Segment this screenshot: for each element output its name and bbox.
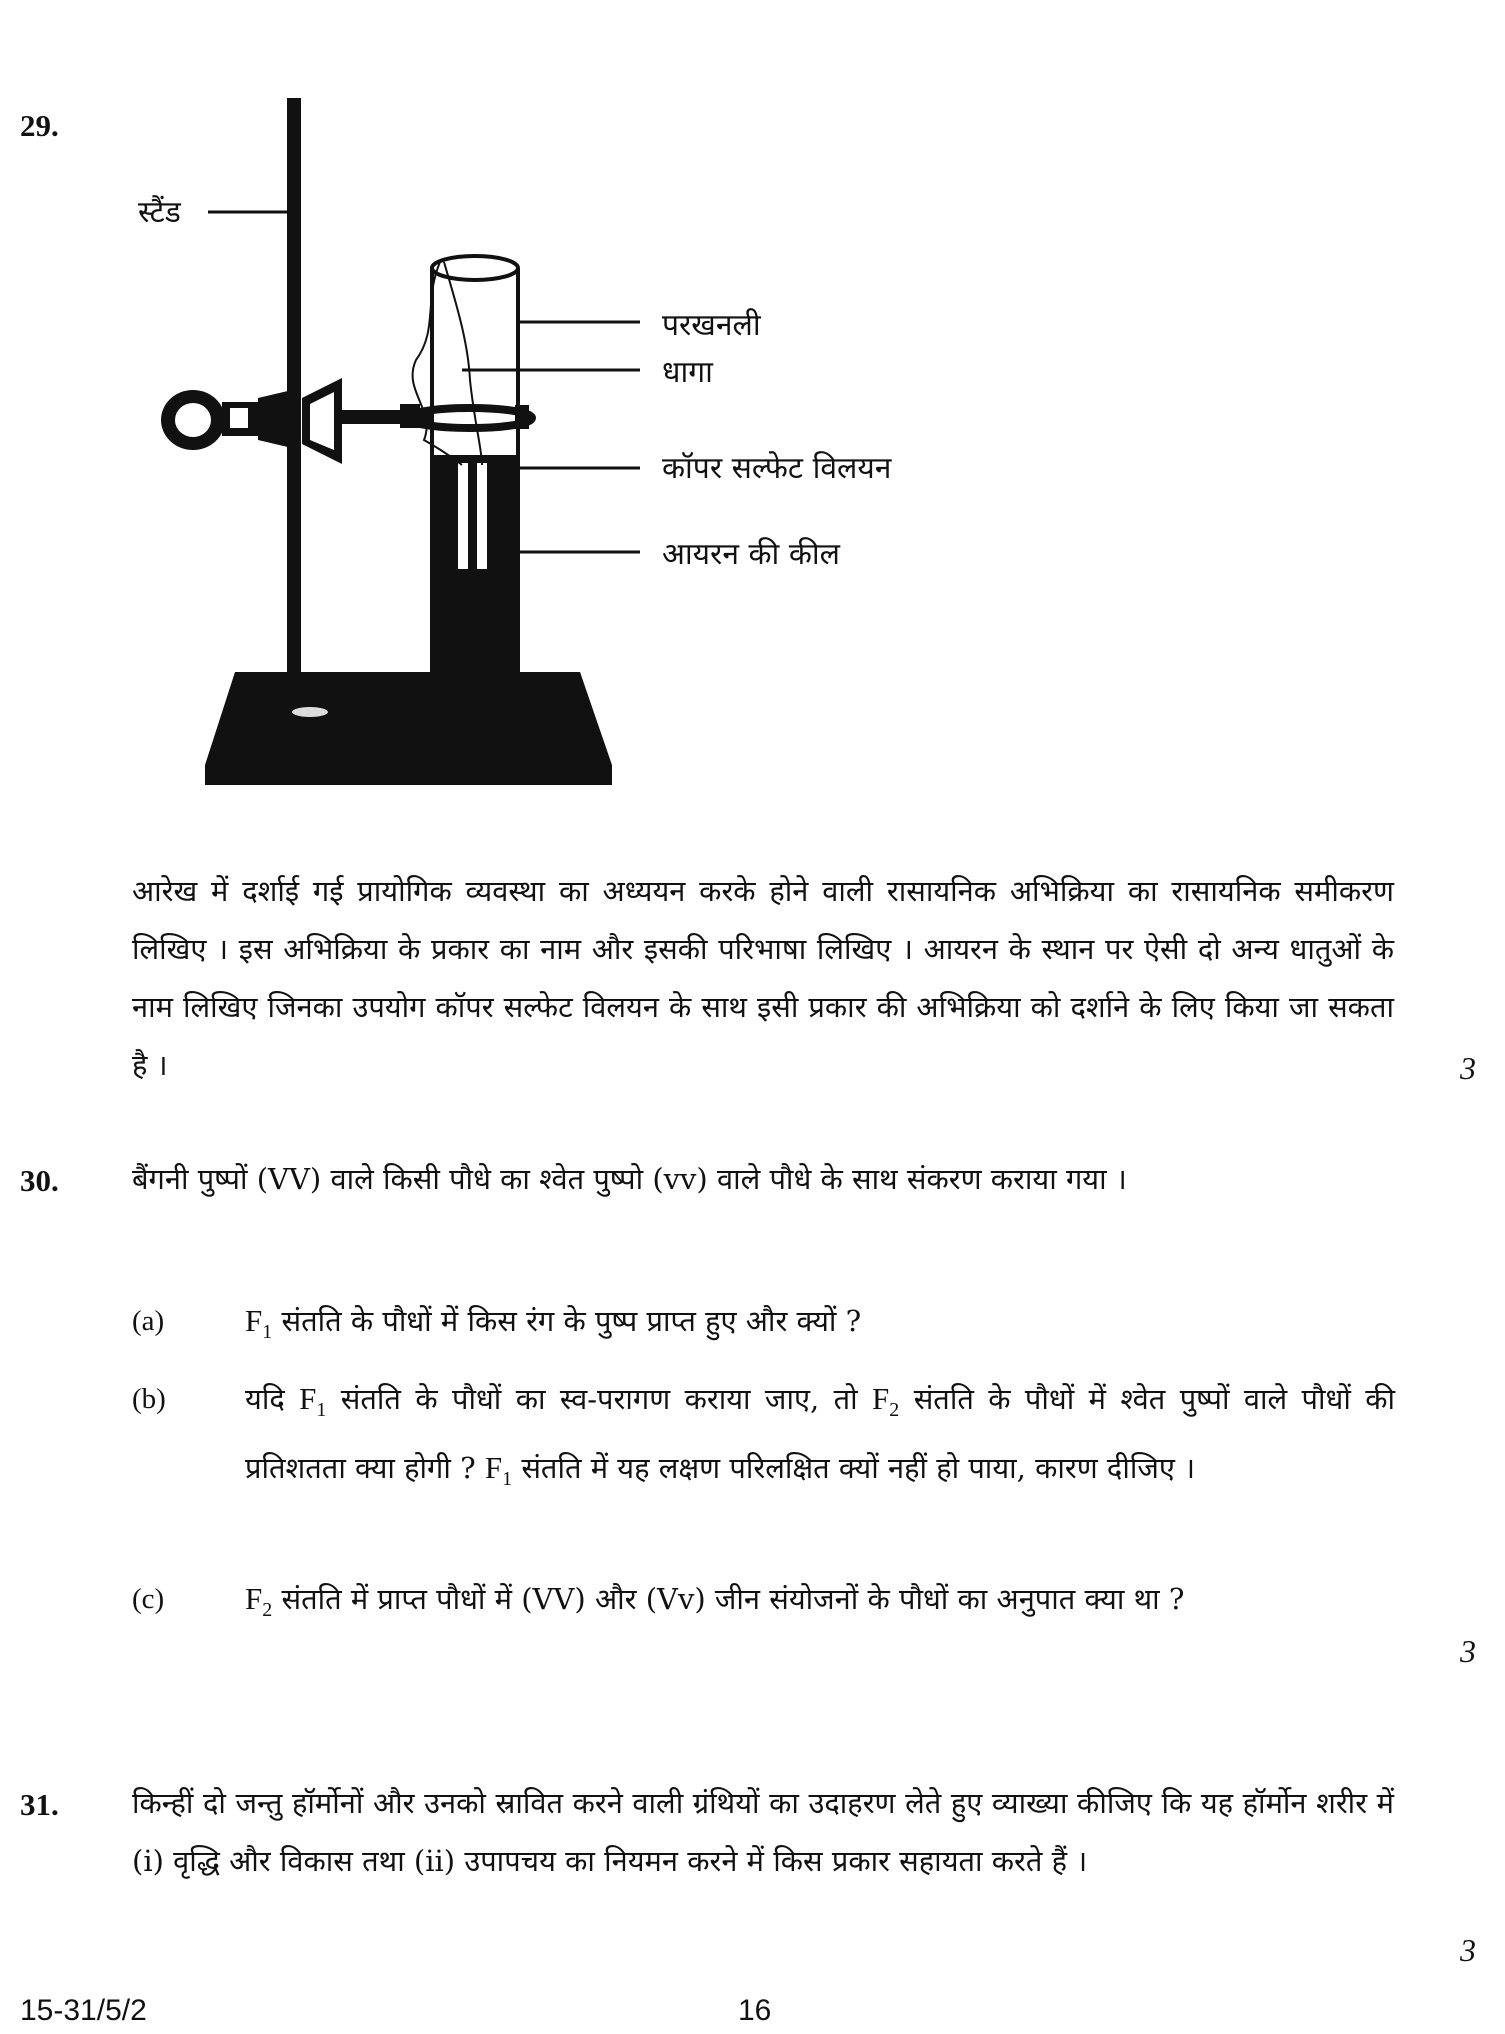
question-31-marks: 3 <box>1460 1932 1476 1968</box>
question-30-marks: 3 <box>1460 1633 1476 1669</box>
question-31-text: किन्हीं दो जन्तु हॉर्मोनों और उनको स्रावित करने वाली ग्रंथियों का उदाहरण लेते हुए व्याख्या कीजिए कि यह हॉर्मोन शरीर में (i) वृद्धि और विकास तथा (ii) उपापचय का नियमन करने में किस प्रकार सहायता करते हैं । <box>132 1786 1394 1878</box>
question-30c-label: (c) <box>132 1583 165 1615</box>
stand-base-edge <box>205 765 612 785</box>
question-29-text: आरेख में दर्शाई गई प्रायोगिक व्यवस्था का अध्ययन करके होने वाली रासायनिक अभिक्रिया का रासायनिक समीकरण लिखिए । इस अभिक्रिया के प्रकार का नाम और इसकी परिभाषा लिखिए । आयरन के स्थान पर ऐसी दो अन्य धातुओं के नाम लिखिए जिनका उपयोग कॉपर सल्फेट विलयन के साथ इसी प्रकार की अभिक्रिया को दर्शाने के लिए किया जा सकता है । <box>132 874 1394 1082</box>
label-thread: धागा <box>662 355 713 390</box>
label-copper-sulphate-solution: कॉपर सल्फेट विलयन <box>662 451 892 486</box>
label-test-tube: परखनली <box>662 308 761 343</box>
question-29-marks: 3 <box>1460 1050 1476 1086</box>
thread <box>413 262 462 465</box>
question-29-number: 29. <box>20 108 59 143</box>
label-stand: स्टैंड <box>138 195 181 230</box>
apparatus-diagram <box>0 0 1505 820</box>
label-iron-nail: आयरन की कील <box>662 537 841 572</box>
question-30-text: बैंगनी पुष्पों (VV) वाले किसी पौधे का श्वेत पुष्पो (vv) वाले पौधे के साथ संकरण कराया गया । <box>132 1162 1127 1196</box>
question-30c-text: $F_2$ संतति में प्राप्त पौधों में (VV) और (Vv) जीन संयोजनों के पौधों का अनुपात क्या था ? <box>245 1581 1185 1622</box>
iron-nail <box>457 462 469 570</box>
footer-paper-code: 15-31/5/2 <box>20 1994 147 2027</box>
question-30a-label: (a) <box>132 1305 165 1337</box>
question-30b-label: (b) <box>132 1383 166 1415</box>
question-30a-text: $F_1$ संतति के पौधों में किस रंग के पुष्प प्राप्त हुए और क्यों ? <box>245 1303 862 1344</box>
stand-base <box>205 672 612 765</box>
footer-page-number: 16 <box>738 1994 772 2027</box>
question-30-number: 30. <box>20 1163 59 1198</box>
question-31-number: 31. <box>20 1787 59 1822</box>
question-30b-text: यदि $F_1$ संतति के पौधों का स्व-परागण कराया जाए, तो $F_2$ संतति के पौधों में श्वेत पुष्पों वाले पौधों की प्रतिशतता क्या होगी ? $F_1$ संतति में यह लक्षण परिलक्षित क्यों नहीं हो पाया, कारण दीजिए । <box>245 1381 1396 1491</box>
